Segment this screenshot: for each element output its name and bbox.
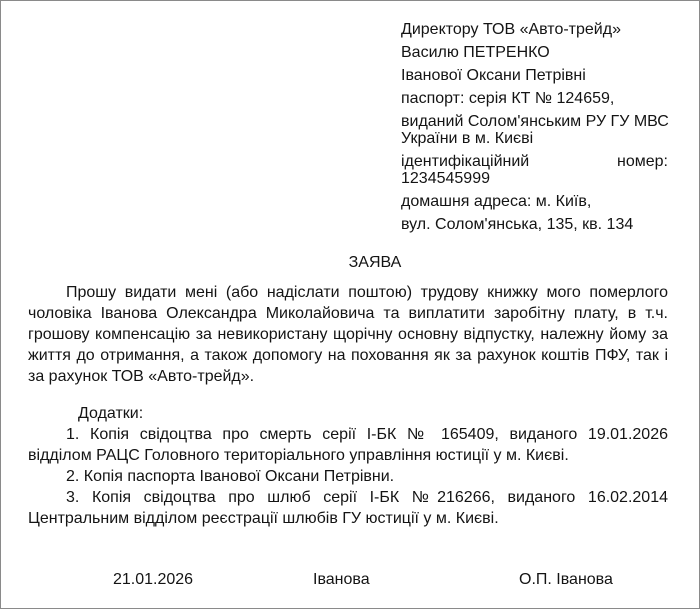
- attachment-item-3-line-1: 3. Копія свідоцтва про шлюб серії І-БК №216266, виданого 16.02.2014: [66, 489, 668, 506]
- passport-series-line: паспорт: серія КТ № 124659,: [401, 90, 615, 107]
- recipient-addressee-name: Василю ПЕТРЕНКО: [401, 44, 550, 61]
- recipient-addressee-company: Директору ТОВ «Авто-трейд»: [401, 21, 621, 38]
- attachment-item-2: 2. Копія паспорта Іванової Оксани Петрівни.: [66, 468, 395, 485]
- body-line: Прошу видати мені (або надіслати поштою) трудову книжку мого померлого: [66, 284, 668, 301]
- signature-row: [1, 569, 699, 590]
- applicant-name: Іванової Оксани Петрівні: [401, 67, 586, 84]
- home-address-line-1: домашня адреса: м. Київ,: [401, 193, 592, 210]
- document-content: [1, 1, 699, 529]
- body-paragraph: [28, 282, 668, 387]
- recipient-block: [401, 21, 668, 233]
- passport-issuer-line-1: виданий Солом'янським РУ ГУ МВС: [401, 113, 669, 130]
- passport-issuer-line-2: України в м. Києві: [401, 130, 534, 147]
- attachment-item-3-line-2: Центральним відділом реєстрації шлюбів ГУ юстиції у м. Києві.: [28, 510, 499, 527]
- id-number-label: ідентифікаційний номер:: [401, 153, 668, 170]
- body-line: за рахунок ТОВ «Авто-трейд».: [28, 368, 255, 385]
- body-line: життя до отримання, а також допомогу на поховання як за рахунок коштів ПФУ, так і: [28, 347, 668, 364]
- body-line: грошову компенсацію за невикористану щорічну основну відпустку, належну йому за: [28, 326, 668, 343]
- attachment-item-1-line-2: відділом РАЦС Головного територіального управління юстиції у м. Києві.: [28, 447, 569, 464]
- attachments-section: [28, 403, 668, 529]
- document-title: ЗАЯВА: [348, 254, 402, 271]
- id-number-value: 1234545999: [401, 170, 490, 187]
- signature-initials-name: О.П. Іванова: [519, 571, 613, 588]
- signature-date: 21.01.2026: [113, 571, 194, 588]
- signature-surname: Іванова: [313, 571, 370, 588]
- attachments-heading: Додатки:: [78, 405, 144, 422]
- body-line: чоловіка Іванова Олександра Миколайовича та виплатити заробітну плату, в т.ч.: [28, 305, 668, 322]
- attachment-item-1-line-1: 1. Копія свідоцтва про смерть серії І-БК № 165409, виданого 19.01.2026: [66, 426, 668, 443]
- home-address-line-2: вул. Солом'янська, 135, кв. 134: [401, 216, 634, 233]
